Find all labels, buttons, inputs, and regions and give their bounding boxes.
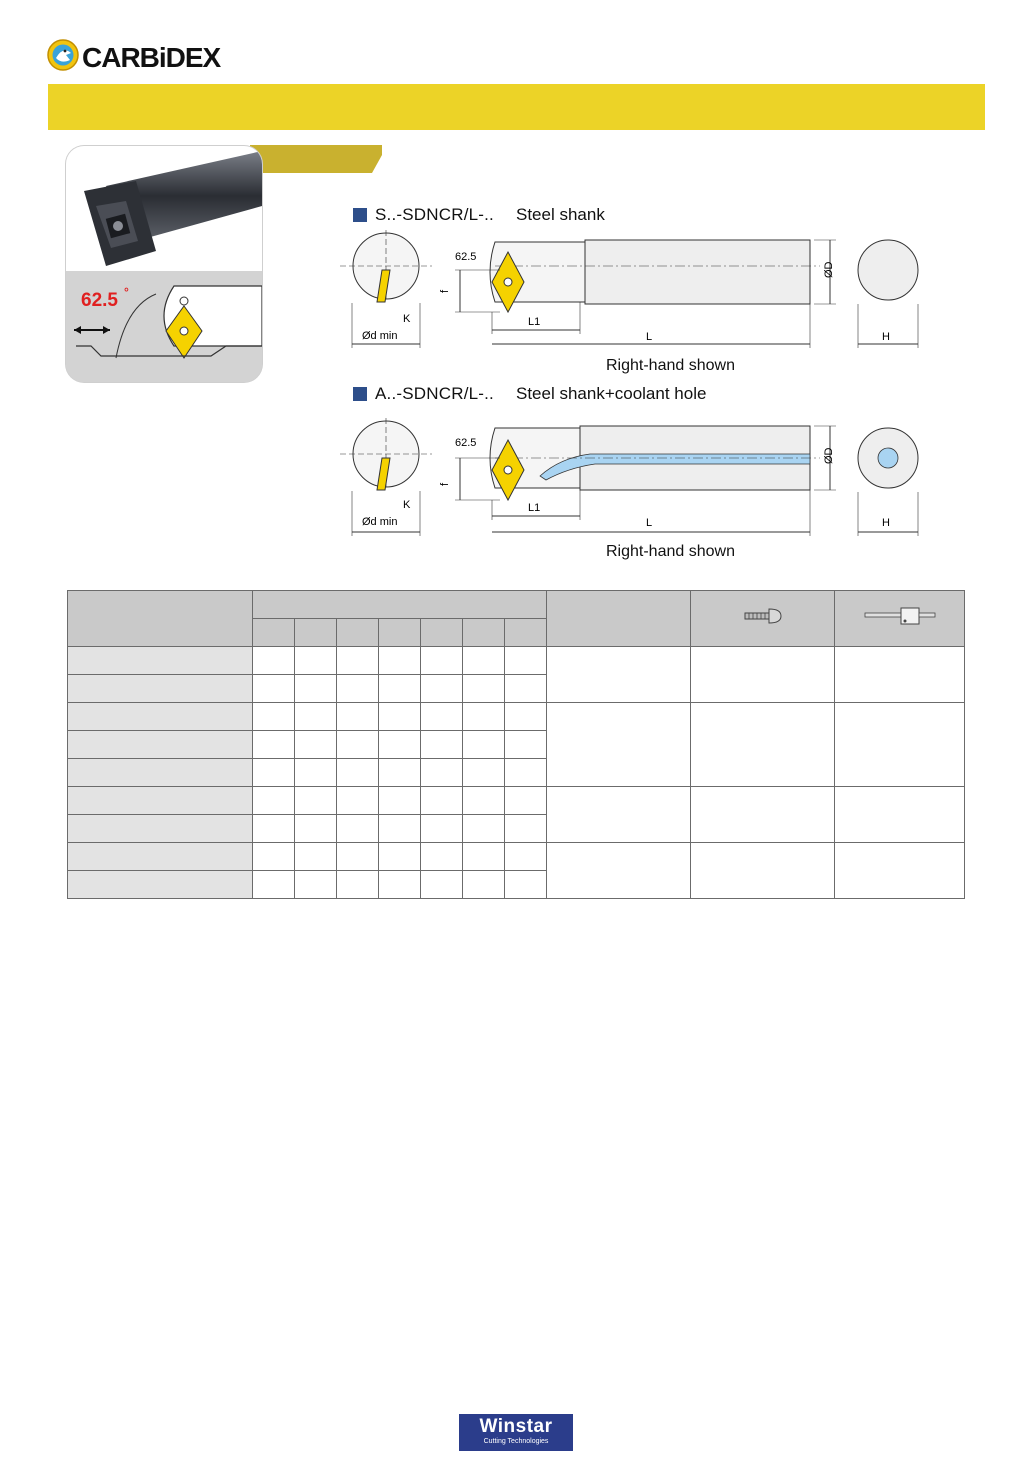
header-insert: [547, 591, 691, 647]
svg-text:L1: L1: [528, 502, 541, 514]
section-1-caption: Right-hand shown: [606, 357, 735, 374]
table-row: [68, 703, 965, 731]
svg-text:ØD: ØD: [823, 447, 835, 464]
svg-text:K: K: [403, 313, 411, 325]
svg-text:H: H: [882, 517, 890, 529]
svg-text:62.5: 62.5: [455, 437, 477, 449]
header-screw: [691, 591, 835, 647]
section-1-title: [353, 205, 605, 225]
section-marker: [353, 208, 367, 222]
svg-text:ØD: ØD: [823, 261, 835, 278]
carbidex-logo: [46, 36, 246, 76]
section-1-name: S..-SDNCR/L-..: [375, 205, 494, 224]
table-row: [68, 647, 965, 675]
svg-text:f: f: [439, 289, 451, 293]
footer-tagline: Cutting Technologies: [483, 1438, 549, 1445]
svg-text:H: H: [882, 331, 890, 343]
section-2-caption: Right-hand shown: [606, 543, 735, 560]
header-dimensions: [253, 591, 547, 619]
spec-table: [67, 590, 965, 899]
header-designation: [68, 591, 253, 647]
section-2-title: [353, 384, 706, 404]
angle-label: 62.5: [81, 290, 118, 311]
svg-text:Ød min: Ød min: [362, 516, 398, 528]
svg-text:K: K: [403, 499, 411, 511]
table-row: [68, 843, 965, 871]
product-photo-card: [66, 146, 262, 382]
table-row: [68, 787, 965, 815]
svg-text:f: f: [439, 482, 451, 486]
section-1-desc: Steel shank: [515, 205, 605, 224]
svg-text:62.5: 62.5: [455, 251, 477, 263]
key-wrench-icon: [863, 605, 937, 627]
section-2-name: A..-SDNCR/L-..: [375, 384, 494, 403]
svg-text:Ød min: Ød min: [362, 330, 398, 342]
header-key: [835, 591, 965, 647]
brand-wordmark: CARBiDEX: [82, 42, 221, 73]
screw-icon: [741, 605, 785, 627]
svg-text:L: L: [646, 331, 653, 343]
section-marker: [353, 387, 367, 401]
svg-text:L: L: [646, 517, 653, 529]
section-1-drawing: [340, 230, 930, 360]
footer-brand: Winstar: [479, 1416, 553, 1437]
section-tab: [250, 145, 382, 173]
section-2-desc: Steel shank+coolant hole: [515, 384, 707, 403]
section-2-drawing: [340, 418, 930, 548]
winstar-logo: [459, 1414, 573, 1451]
svg-text:L1: L1: [528, 316, 541, 328]
angle-degree: °: [124, 285, 129, 299]
title-banner: [48, 84, 985, 130]
